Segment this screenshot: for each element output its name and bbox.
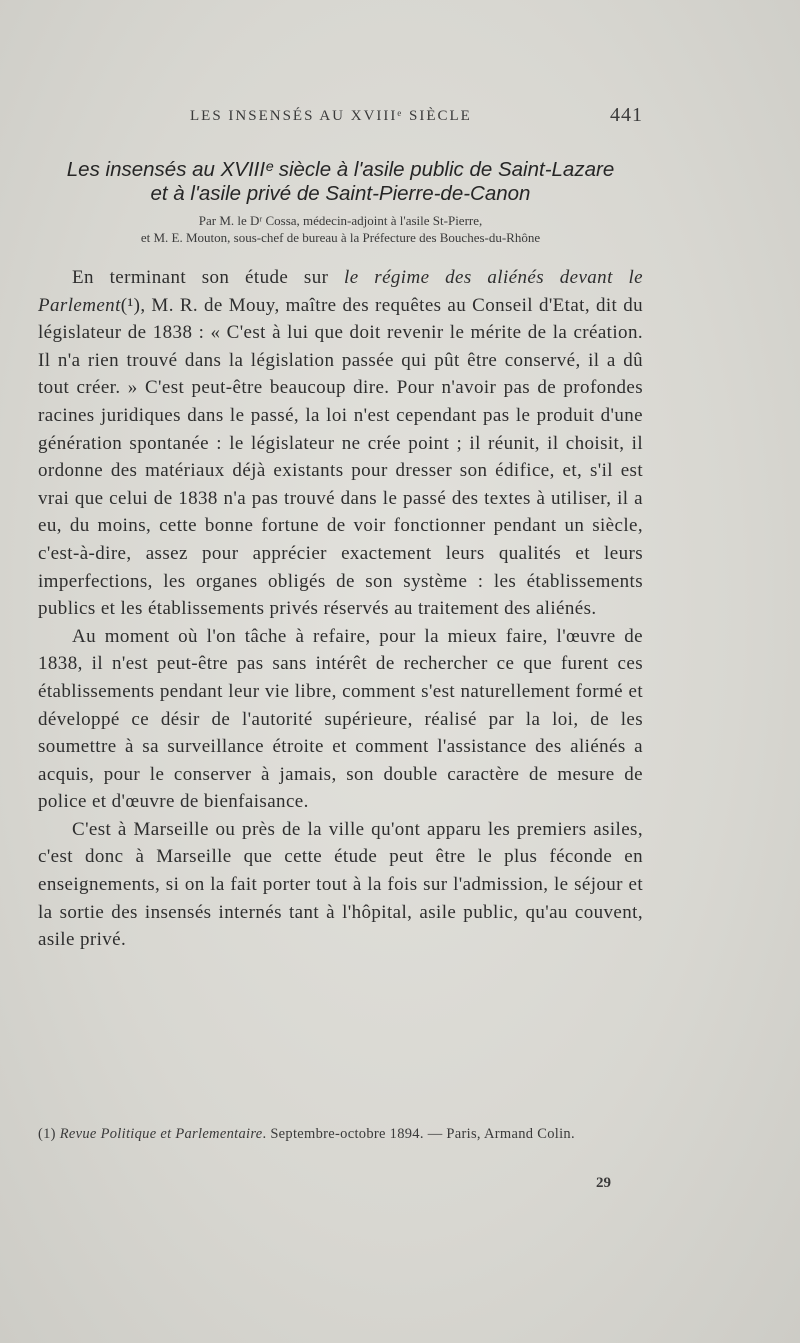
article-title [38, 158, 643, 206]
paragraph-1 [38, 264, 643, 623]
footnote-journal: Revue Politique et Parlementaire [59, 1126, 263, 1142]
footnote [38, 1124, 643, 1144]
footnote-marker: (1) [38, 1126, 60, 1142]
paragraph-1-italic-title: le régime des aliénés devant le Parlement [38, 267, 643, 316]
running-head-title: LES INSENSÉS AU XVIIIᵉ SIÈCLE [190, 108, 472, 124]
byline [38, 212, 643, 246]
paragraph-1-rest: , M. R. de Mouy, maître des requêtes au Conseil d'Etat, dit du législateur de 1838 : « C'est à lui que doit revenir le mérite de la création. Il n'a rien trouvé dans la législation passée qui pût être conservé, il a dû tout créer. » C'est peut-être beaucoup dire. Pour n'avoir pas de profondes racines juridiques dans le passé, la loi n'est cependant pas le produit d'une génération spontanée : le législateur ne crée point ; il réunit, il choisit, il ordonne des matériaux déjà existants pour dresser son édifice, et, s'il est vrai que celui de 1838 n'a pas trouvé dans le passé des textes à utiliser, il a eu, du moins, cette bonne fortune de voir fonctionner pendant un siècle, c'est-à-dire, assez pour apprécier exactement leurs qualités et leurs imperfections, les organes obligés de son système : les établissements publics et les établissements privés réservés au traitement des aliénés. [38, 294, 643, 620]
paragraph-1-start: En terminant son étude sur [72, 267, 345, 288]
paragraph-3: C'est à Marseille ou près de la ville qu'ont apparu les premiers asiles, c'est donc à Marseille que cette étude peut être le plus féconde en enseignements, si on la fait porter tout à la fois sur l'admission, le séjour et la sortie des insensés internés tant à l'hôpital, asile public, qu'au couvent, asile privé. [38, 818, 643, 951]
signature-mark: 29 [596, 1175, 611, 1191]
byline-line-1: Par M. le Dʳ Cossa, médecin-adjoint à l'asile St-Pierre, [198, 213, 483, 228]
page-number: 441 [610, 104, 643, 126]
article-title-line-1: Les insensés au XVIIIᵉ siècle à l'asile public de Saint-Lazare [66, 158, 615, 181]
article-title-line-2: et à l'asile privé de Saint-Pierre-de-Canon [150, 182, 531, 205]
paragraph-2: Au moment où l'on tâche à refaire, pour la mieux faire, l'œuvre de 1838, il n'est peut-être pas sans intérêt de rechercher ce que furent ces établissements pendant leur vie libre, comment s'est naturellement formé et développé ce désir de l'autorité supérieure, réalisé par la loi, de les soumettre à sa surveillance étroite et comment l'assistance des aliénés a acquis, pour le conserver à jamais, son double caractère de mesure de police et d'œuvre de bienfaisance. [38, 625, 643, 813]
footnote-reference: (¹) [120, 294, 141, 316]
byline-line-2: et M. E. Mouton, sous-chef de bureau à la Préfecture des Bouches-du-Rhône [140, 230, 541, 245]
body-text [38, 264, 643, 954]
footnote-rest: . Septembre-octobre 1894. — Paris, Armand Colin. [262, 1126, 575, 1142]
